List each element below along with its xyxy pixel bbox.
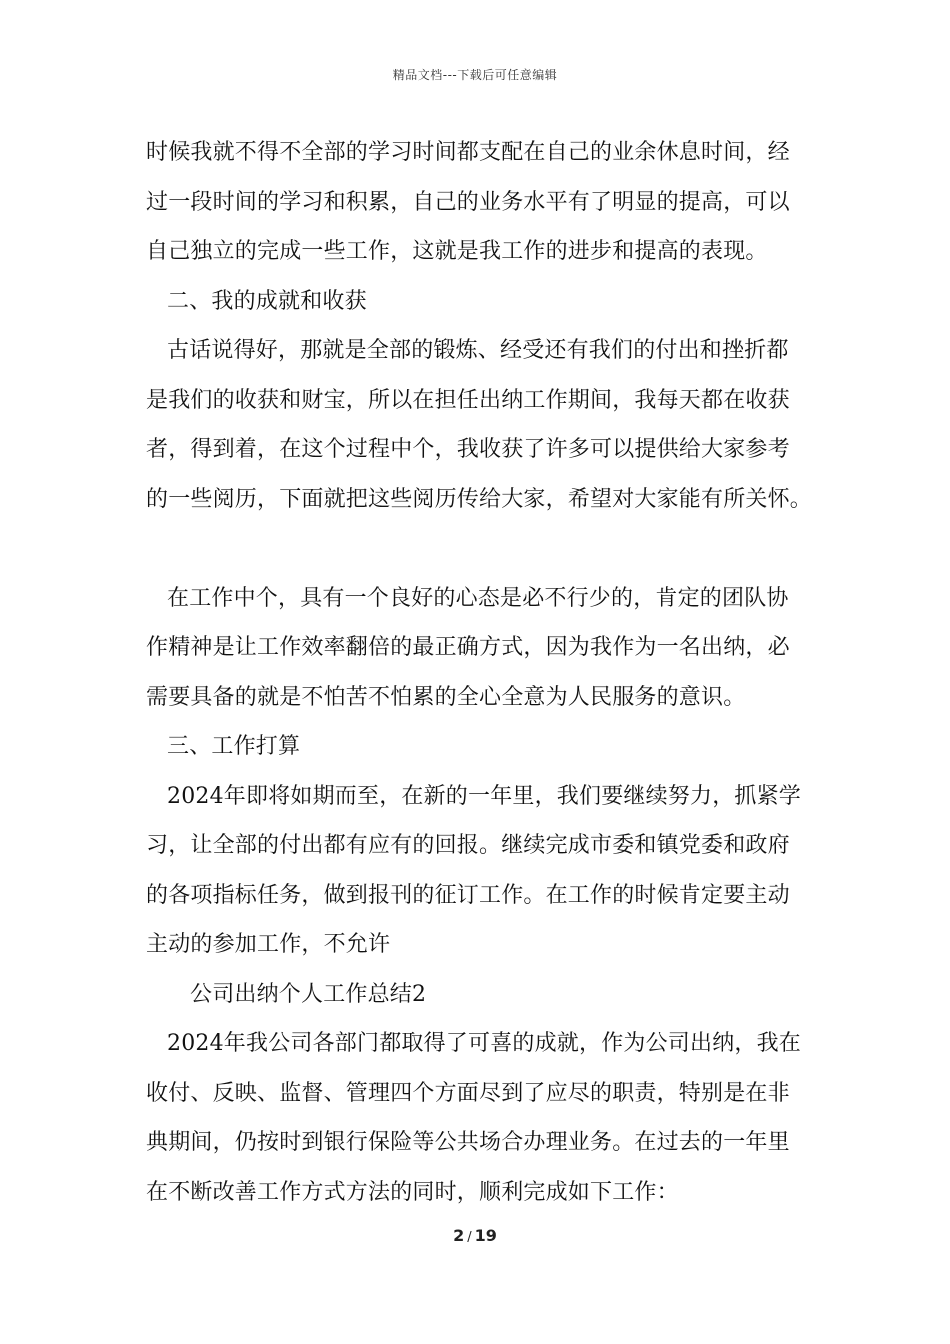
body-line: 古话说得好，那就是全部的锻炼、经受还有我们的付出和挫折都	[167, 338, 789, 363]
body-line: 主动的参加工作，不允许	[146, 932, 391, 957]
body-line: 的各项指标任务，做到报刊的征订工作。在工作的时候肯定要主动	[146, 882, 790, 908]
body-line: 自己独立的完成一些工作，这就是我工作的进步和提高的表现。	[146, 239, 768, 264]
body-line: 的一些阅历，下面就把这些阅历传给大家，希望对大家能有所关怀。	[146, 486, 813, 512]
section-heading: 二、我的成就和收获	[167, 288, 367, 314]
current-page: 2	[453, 1226, 465, 1245]
body-line: 2024年即将如期而至，在新的一年里，我们要继续努力，抓紧学	[167, 783, 801, 809]
page-number	[0, 1226, 950, 1245]
body-line: 时候我就不得不全部的学习时间都支配在自己的业余休息时间，经	[146, 140, 790, 165]
body-line: 收付、反映、监督、管理四个方面尽到了应尽的职责，特别是在非	[146, 1080, 790, 1106]
body-line: 典期间，仍按时到银行保险等公共场合办理业务。在过去的一年里	[146, 1130, 790, 1155]
document-body	[146, 128, 814, 1217]
section-heading: 三、工作打算	[167, 734, 301, 759]
page-header: 精品文档---下载后可任意编辑	[392, 68, 558, 82]
body-line: 是我们的收获和财宝，所以在担任出纳工作期间，我每天都在收获	[146, 387, 790, 413]
body-line: 2024年我公司各部门都取得了可喜的成就，作为公司出纳，我在	[167, 1031, 801, 1056]
body-line: 者，得到着，在这个过程中个，我收获了许多可以提供给大家参考	[146, 437, 790, 462]
body-line: 习，让全部的付出都有应有的回报。继续完成市委和镇党委和政府	[146, 833, 790, 858]
page-separator: /	[467, 1230, 472, 1245]
body-line: 过一段时间的学习和积累，自己的业务水平有了明显的提高，可以	[146, 189, 790, 215]
body-line: 需要具备的就是不怕苦不怕累的全心全意为人民服务的意识。	[146, 684, 746, 710]
document-subtitle: 公司出纳个人工作总结2	[190, 981, 427, 1007]
total-pages: 19	[474, 1226, 497, 1245]
blank-line	[146, 524, 814, 574]
body-line: 作精神是让工作效率翻倍的最正确方式，因为我作为一名出纳，必	[146, 635, 790, 660]
body-line: 在不断改善工作方式方法的同时，顺利完成如下工作：	[146, 1179, 679, 1205]
body-line: 在工作中个，具有一个良好的心态是必不行少的，肯定的团队协	[167, 585, 789, 611]
